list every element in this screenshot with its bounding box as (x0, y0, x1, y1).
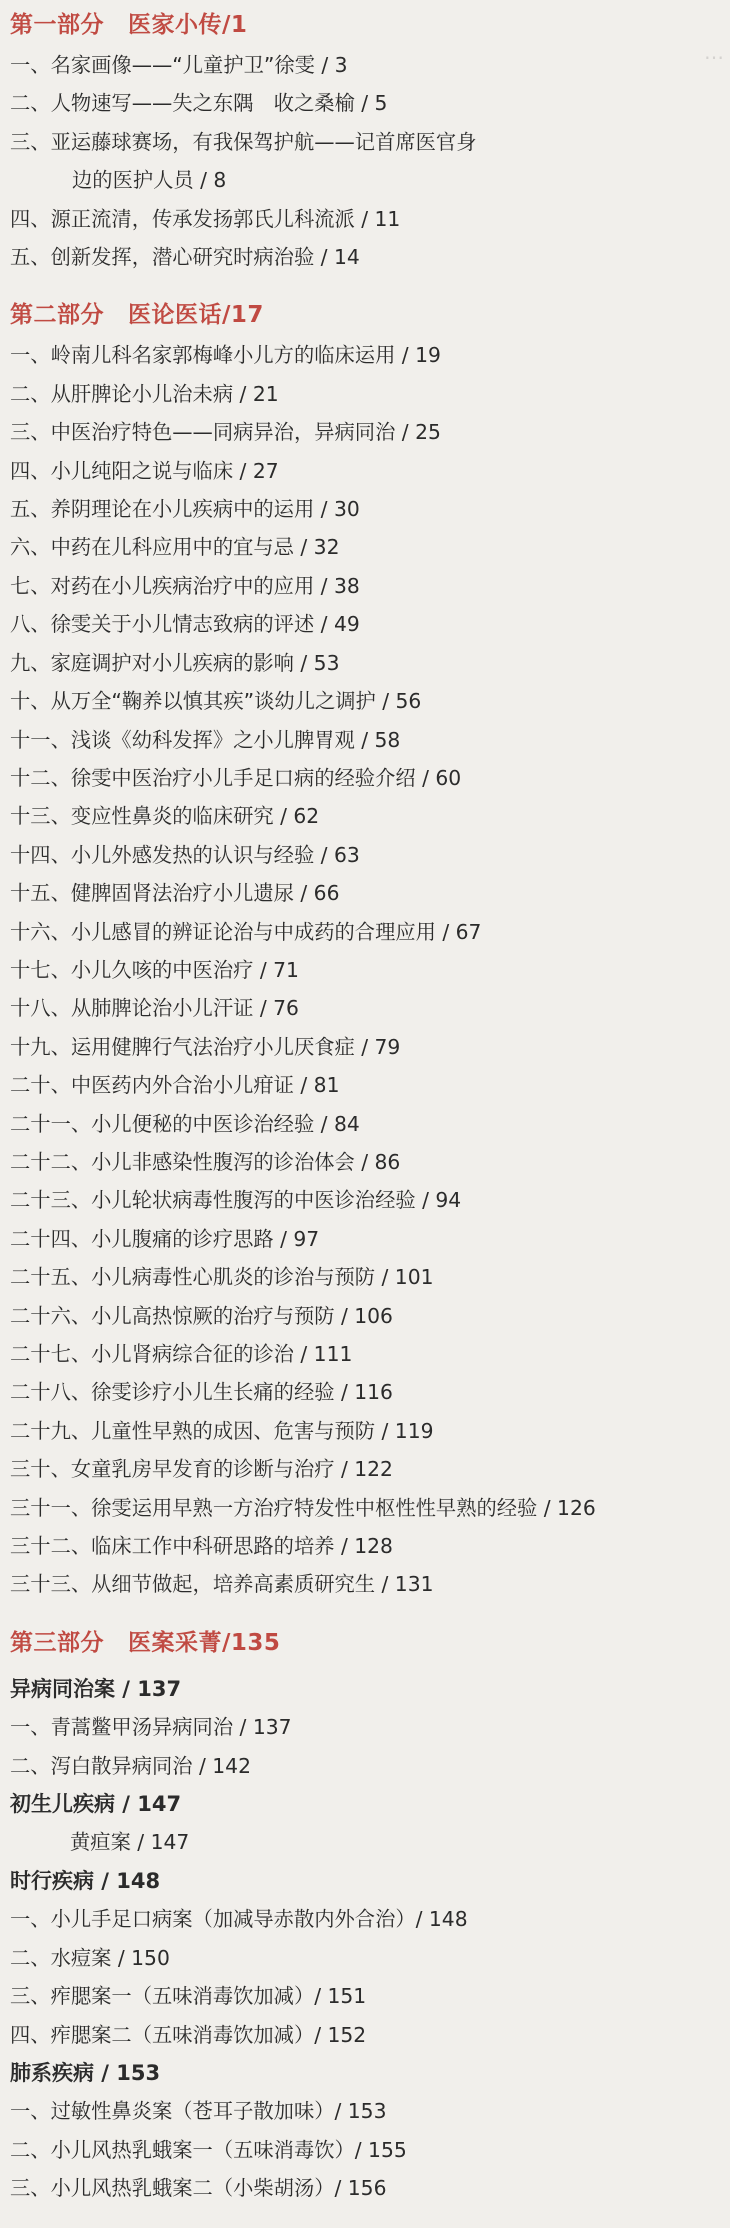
toc-entry[interactable]: 十、从万全“鞠养以慎其疾”谈幼儿之调护 / 56 (10, 689, 422, 714)
toc-entry[interactable]: 二十一、小儿便秘的中医诊治经验 / 84 (10, 1111, 360, 1136)
toc-entry[interactable]: 七、对药在小儿疾病治疗中的应用 / 38 (10, 573, 360, 598)
toc-entry[interactable]: 二、小儿风热乳蛾案一（五味消毒饮）/ 155 (10, 2137, 407, 2162)
toc-entry[interactable]: 四、痄腮案二（五味消毒饮加减）/ 152 (10, 2022, 367, 2047)
toc-entry[interactable]: 八、徐雯关于小儿情志致病的评述 / 49 (10, 612, 360, 637)
toc-entry[interactable]: 二十八、徐雯诊疗小儿生长痛的经验 / 116 (10, 1380, 393, 1405)
toc-entry[interactable]: 二十九、儿童性早熟的成因、危害与预防 / 119 (10, 1418, 434, 1443)
toc-entry[interactable]: 四、源正流清，传承发扬郭氏儿科流派 / 11 (10, 206, 401, 231)
toc-entry[interactable]: 十三、变应性鼻炎的临床研究 / 62 (10, 804, 320, 829)
category-heading[interactable]: 肺系疾病 / 153 (10, 2060, 161, 2085)
toc-entry[interactable]: 十九、运用健脾行气法治疗小儿厌食症 / 79 (10, 1034, 401, 1059)
toc-entry[interactable]: 三、中医治疗特色——同病异治，异病同治 / 25 (10, 420, 441, 445)
toc-entry[interactable]: 一、青蒿鳖甲汤异病同治 / 137 (10, 1715, 292, 1740)
toc-entry[interactable]: 六、中药在儿科应用中的宜与忌 / 32 (10, 535, 340, 560)
toc-entry[interactable]: 二、水痘案 / 150 (10, 1945, 170, 1970)
toc-entry[interactable]: 黄疸案 / 147 (70, 1830, 190, 1855)
toc-entry[interactable]: 三十三、从细节做起，培养高素质研究生 / 131 (10, 1572, 434, 1597)
toc-entry[interactable]: 四、小儿纯阳之说与临床 / 27 (10, 458, 279, 483)
section-heading-part3 (10, 1624, 716, 1662)
toc-entry[interactable]: 一、名家画像——“儿童护卫”徐雯 / 3 (10, 53, 348, 77)
toc-entry[interactable]: 三、小儿风热乳蛾案二（小柴胡汤）/ 156 (10, 2176, 387, 2201)
toc-entry[interactable]: 十六、小儿感冒的辨证论治与中成药的合理应用 / 67 (10, 919, 482, 944)
toc-entry[interactable]: 三十、女童乳房早发育的诊断与治疗 / 122 (10, 1457, 393, 1482)
category-heading[interactable]: 时行疾病 / 148 (10, 1868, 161, 1893)
toc-entry[interactable]: 二十、中医药内外合治小儿疳证 / 81 (10, 1073, 340, 1098)
toc-entry[interactable]: 三十一、徐雯运用早熟一方治疗特发性中枢性性早熟的经验 / 126 (10, 1495, 596, 1520)
bleed-through-background: … (704, 40, 724, 64)
part-title: 医案采菁/135 (128, 1629, 281, 1656)
section-heading-part2 (10, 296, 716, 334)
toc-entry[interactable]: 十四、小儿外感发热的认识与经验 / 63 (10, 842, 360, 867)
toc-entry[interactable]: 三、痄腮案一（五味消毒饮加减）/ 151 (10, 1984, 367, 2009)
toc-entry[interactable]: 三十二、临床工作中科研思路的培养 / 128 (10, 1534, 393, 1559)
toc-entry[interactable]: 二十五、小儿病毒性心肌炎的诊治与预防 / 101 (10, 1265, 434, 1290)
toc-entry[interactable]: 二十二、小儿非感染性腹泻的诊治体会 / 86 (10, 1149, 401, 1174)
toc-entry[interactable]: 一、小儿手足口病案（加减导赤散内外合治）/ 148 (10, 1907, 468, 1932)
toc-entry[interactable]: 五、创新发挥，潜心研究时病治验 / 14 (10, 245, 360, 270)
toc-entry[interactable]: 二十七、小儿肾病综合征的诊治 / 111 (10, 1342, 353, 1366)
part2-entry-list (10, 336, 716, 1603)
category-heading[interactable]: 初生儿疾病 / 147 (10, 1792, 182, 1817)
part-label: 第一部分 (10, 12, 104, 38)
part-title: 医论医话/17 (128, 302, 264, 329)
toc-entry[interactable]: 二十六、小儿高热惊厥的治疗与预防 / 106 (10, 1303, 393, 1328)
toc-entry[interactable]: 一、岭南儿科名家郭梅峰小儿方的临床运用 / 19 (10, 343, 441, 368)
toc-entry[interactable]: 十一、浅谈《幼科发挥》之小儿脾胃观 / 58 (10, 727, 401, 752)
toc-entry[interactable]: 九、家庭调护对小儿疾病的影响 / 53 (10, 650, 340, 675)
toc-entry[interactable]: 二十四、小儿腹痛的诊疗思路 / 97 (10, 1226, 320, 1251)
toc-entry[interactable]: 二、泻白散异病同治 / 142 (10, 1753, 251, 1778)
toc-entry[interactable]: 二、人物速写——失之东隅 收之桑榆 / 5 (10, 91, 388, 116)
part-title: 医家小传/1 (128, 12, 248, 38)
toc-entry[interactable]: 十二、徐雯中医治疗小儿手足口病的经验介绍 / 60 (10, 765, 462, 790)
toc-entry[interactable]: 一、过敏性鼻炎案（苍耳子散加味）/ 153 (10, 2099, 387, 2124)
toc-entry[interactable]: 十八、从肺脾论治小儿汗证 / 76 (10, 996, 299, 1021)
toc-entry[interactable]: 十七、小儿久咳的中医治疗 / 71 (10, 957, 299, 982)
section-heading-part1 (10, 6, 716, 44)
part-label: 第二部分 (10, 302, 104, 329)
toc-entry[interactable]: 二、从肝脾论小儿治未病 / 21 (10, 381, 279, 406)
toc-entry[interactable]: 五、养阴理论在小儿疾病中的运用 / 30 (10, 497, 360, 522)
toc-entry[interactable]: 十五、健脾固肾法治疗小儿遗尿 / 66 (10, 881, 340, 906)
category-heading[interactable]: 异病同治案 / 137 (10, 1676, 182, 1701)
part-label: 第三部分 (10, 1629, 104, 1656)
toc-entry[interactable]: 三、亚运藤球赛场，有我保驾护航——记首席医官身 (10, 129, 477, 154)
toc-entry[interactable]: 二十三、小儿轮状病毒性腹泻的中医诊治经验 / 94 (10, 1188, 462, 1213)
toc-entry-continuation[interactable]: 边的医护人员 / 8 (72, 168, 227, 193)
